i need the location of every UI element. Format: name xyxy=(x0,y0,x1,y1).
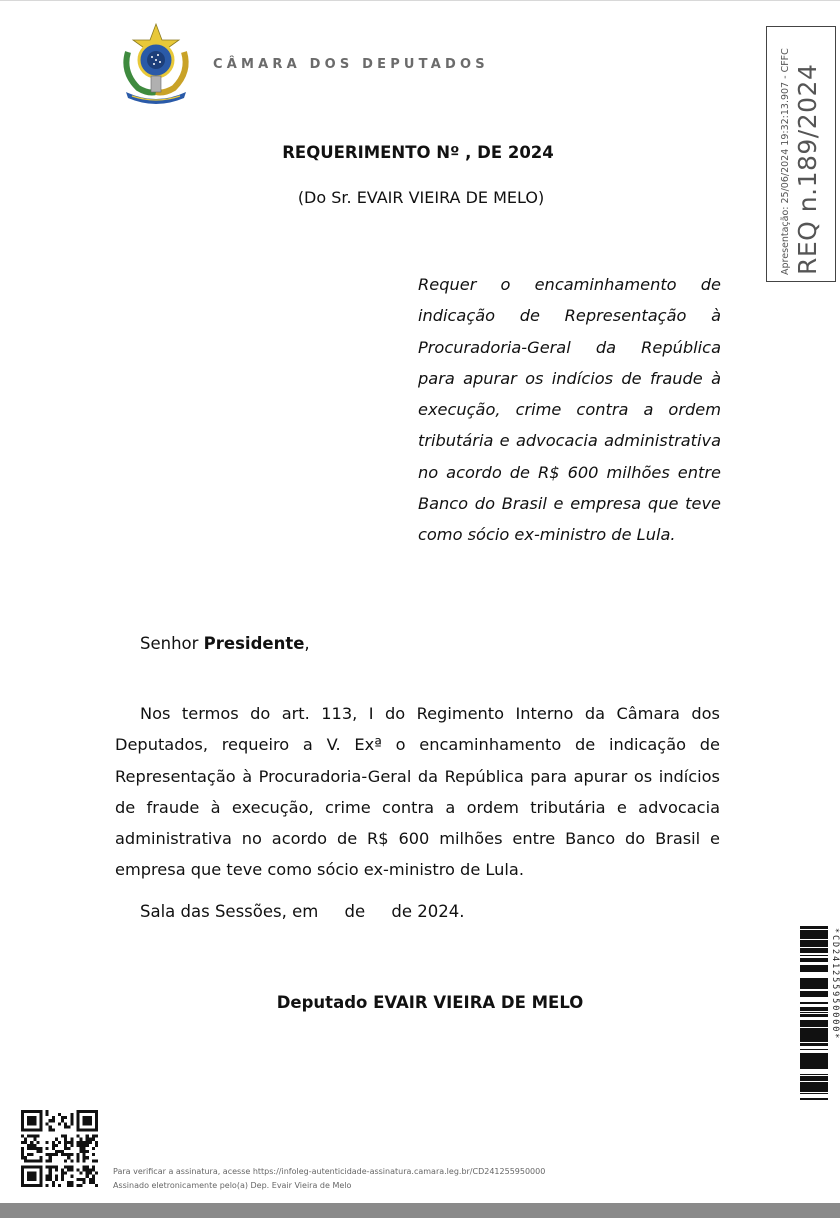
qr-code xyxy=(21,1110,98,1187)
barcode-bar xyxy=(800,1039,828,1042)
qr-module xyxy=(21,1156,24,1159)
barcode-bar xyxy=(800,987,828,989)
qr-module xyxy=(55,1153,58,1156)
qr-module xyxy=(80,1147,83,1150)
signature: Deputado EVAIR VIEIRA DE MELO xyxy=(276,993,584,1012)
qr-module xyxy=(30,1153,33,1156)
qr-module xyxy=(70,1165,73,1168)
qr-module xyxy=(46,1153,49,1156)
qr-module xyxy=(49,1172,52,1175)
qr-module xyxy=(64,1165,67,1168)
qr-module xyxy=(64,1116,67,1119)
barcode-bar xyxy=(800,1023,828,1024)
qr-module xyxy=(70,1138,73,1141)
qr-module xyxy=(21,1150,24,1153)
qr-module xyxy=(92,1178,95,1181)
qr-module xyxy=(92,1138,95,1141)
salutation-bold: Presidente xyxy=(203,634,305,653)
barcode-bar xyxy=(800,936,828,938)
session-line: Sala das Sessões, em de de 2024. xyxy=(140,902,465,921)
qr-module xyxy=(86,1169,89,1172)
qr-module xyxy=(70,1181,73,1184)
barcode-bar xyxy=(800,1090,828,1092)
qr-module xyxy=(86,1165,89,1168)
barcode-bar xyxy=(800,935,828,936)
qr-module xyxy=(92,1159,95,1162)
qr-module xyxy=(83,1159,86,1162)
qr-module xyxy=(24,1138,27,1141)
barcode-bar xyxy=(800,1053,828,1055)
qr-module xyxy=(58,1184,61,1187)
barcode-bar xyxy=(800,1066,828,1068)
qr-module xyxy=(24,1141,27,1144)
barcode-bar xyxy=(800,1079,828,1080)
barcode-bar xyxy=(800,965,828,966)
qr-module xyxy=(52,1165,55,1168)
qr-module xyxy=(80,1141,83,1144)
footer-bar xyxy=(0,1203,840,1218)
qr-finder xyxy=(39,1110,42,1132)
qr-module xyxy=(95,1135,98,1138)
qr-module xyxy=(55,1178,58,1181)
qr-module xyxy=(58,1141,61,1144)
qr-module xyxy=(55,1165,58,1168)
qr-module xyxy=(36,1150,39,1153)
qr-module xyxy=(70,1159,73,1162)
qr-finder xyxy=(21,1165,43,1168)
barcode-bar xyxy=(800,1026,828,1027)
qr-module xyxy=(55,1169,58,1172)
qr-module xyxy=(83,1144,86,1147)
qr-module xyxy=(67,1147,70,1150)
barcode-bar xyxy=(800,1002,828,1003)
qr-module xyxy=(86,1144,89,1147)
qr-module xyxy=(58,1150,61,1153)
qr-module xyxy=(33,1138,36,1141)
document-body: Nos termos do art. 113, I do Regimento Interno da Câmara dos Deputados, requeiro a V. Exª o encaminhamento de indicação de Representação à Procuradoria-Geral da República para apurar os indícios de fraude à execução, crime contra a ordem tributária e advocacia administrativa no acordo de R$ 600 milhões entre Banco do Brasil e empresa que teve como sócio ex-ministro de Lula. xyxy=(115,704,720,880)
qr-module xyxy=(76,1141,79,1144)
qr-module xyxy=(55,1175,58,1178)
qr-module xyxy=(33,1147,36,1150)
qr-module xyxy=(64,1144,67,1147)
qr-finder xyxy=(21,1184,43,1187)
qr-module xyxy=(39,1159,42,1162)
qr-module xyxy=(24,1159,27,1162)
qr-finder xyxy=(76,1110,98,1113)
barcode-bar xyxy=(800,932,828,935)
qr-module xyxy=(55,1150,58,1153)
barcode-bar xyxy=(800,1087,828,1090)
qr-module xyxy=(95,1144,98,1147)
barcode-bar xyxy=(800,1033,828,1036)
barcode-bar xyxy=(800,958,828,960)
qr-module xyxy=(70,1141,73,1144)
qr-finder xyxy=(21,1110,43,1113)
verification-note xyxy=(113,1165,545,1193)
qr-module xyxy=(55,1138,58,1141)
qr-module xyxy=(83,1178,86,1181)
qr-module xyxy=(86,1141,89,1144)
qr-module xyxy=(49,1159,52,1162)
qr-module xyxy=(30,1144,33,1147)
barcode-bar xyxy=(800,1078,828,1079)
barcode-bar xyxy=(800,1032,828,1033)
qr-module xyxy=(92,1165,95,1168)
qr-module xyxy=(76,1159,79,1162)
qr-module xyxy=(67,1125,70,1128)
qr-module xyxy=(46,1147,49,1150)
qr-module xyxy=(67,1141,70,1144)
barcode-bar xyxy=(800,1080,828,1081)
qr-module xyxy=(67,1184,70,1187)
qr-module xyxy=(95,1172,98,1175)
qr-module xyxy=(70,1153,73,1156)
qr-module xyxy=(76,1144,79,1147)
barcode xyxy=(800,926,828,1100)
qr-module xyxy=(27,1147,30,1150)
qr-module xyxy=(76,1178,79,1181)
qr-module xyxy=(49,1165,52,1168)
qr-module xyxy=(61,1153,64,1156)
qr-module xyxy=(80,1178,83,1181)
qr-module xyxy=(86,1175,89,1178)
qr-module xyxy=(67,1165,70,1168)
barcode-bar xyxy=(800,1049,828,1050)
qr-module xyxy=(70,1175,73,1178)
barcode-bar xyxy=(800,1093,828,1094)
qr-module xyxy=(52,1119,55,1122)
qr-module xyxy=(39,1147,42,1150)
qr-module xyxy=(46,1141,49,1144)
qr-module xyxy=(70,1169,73,1172)
barcode-bar xyxy=(800,996,828,997)
document-author: (Do Sr. EVAIR VIEIRA DE MELO) xyxy=(297,188,545,207)
qr-module xyxy=(70,1122,73,1125)
stamp-presentation-date: Apresentação: 25/06/2024 19:32:13.907 - CFFC xyxy=(780,48,791,275)
qr-module xyxy=(83,1150,86,1153)
qr-module xyxy=(89,1169,92,1172)
barcode-bar xyxy=(800,1020,828,1023)
qr-module xyxy=(21,1153,24,1156)
verify-link-line: Para verificar a assinatura, acesse https://infoleg-autenticidade-assinatura.camara.leg.br/CD241255950000 xyxy=(113,1167,546,1176)
qr-module xyxy=(39,1156,42,1159)
qr-module xyxy=(86,1150,89,1153)
qr-finder xyxy=(27,1172,36,1181)
barcode-bar xyxy=(800,1058,828,1059)
qr-module xyxy=(52,1141,55,1144)
qr-module xyxy=(76,1184,79,1187)
qr-module xyxy=(92,1147,95,1150)
barcode-bar xyxy=(800,1059,828,1062)
qr-module xyxy=(27,1144,30,1147)
barcode-bar xyxy=(800,944,828,947)
barcode-bar xyxy=(800,993,828,996)
qr-module xyxy=(67,1181,70,1184)
qr-module xyxy=(33,1144,36,1147)
qr-module xyxy=(46,1110,49,1113)
barcode-bar xyxy=(800,982,828,985)
qr-finder xyxy=(95,1110,98,1132)
qr-module xyxy=(86,1138,89,1141)
qr-module xyxy=(49,1128,52,1131)
barcode-bar xyxy=(800,978,828,980)
qr-module xyxy=(36,1159,39,1162)
qr-module xyxy=(27,1135,30,1138)
qr-module xyxy=(70,1116,73,1119)
qr-module xyxy=(46,1122,49,1125)
qr-module xyxy=(30,1147,33,1150)
barcode-bar xyxy=(800,942,828,944)
salutation xyxy=(140,634,310,653)
qr-module xyxy=(67,1156,70,1159)
qr-module xyxy=(52,1181,55,1184)
qr-module xyxy=(61,1135,64,1138)
qr-module xyxy=(95,1184,98,1187)
qr-finder xyxy=(39,1165,42,1187)
qr-module xyxy=(80,1184,83,1187)
qr-module xyxy=(36,1141,39,1144)
qr-finder xyxy=(76,1110,79,1132)
qr-finder xyxy=(21,1110,24,1132)
qr-module xyxy=(61,1172,64,1175)
barcode-bar xyxy=(800,928,828,929)
qr-module xyxy=(89,1178,92,1181)
barcode-bar xyxy=(800,960,828,961)
barcode-bar xyxy=(800,1083,828,1085)
qr-module xyxy=(83,1165,86,1168)
qr-module xyxy=(33,1159,36,1162)
qr-module xyxy=(67,1153,70,1156)
qr-module xyxy=(49,1153,52,1156)
barcode-bar xyxy=(800,1029,828,1032)
qr-finder xyxy=(76,1128,98,1131)
qr-module xyxy=(21,1147,24,1150)
qr-module xyxy=(61,1169,64,1172)
qr-module xyxy=(95,1159,98,1162)
qr-module xyxy=(30,1141,33,1144)
barcode-bar xyxy=(800,966,828,967)
qr-module xyxy=(49,1119,52,1122)
qr-module xyxy=(52,1144,55,1147)
barcode-bar xyxy=(800,1074,828,1075)
barcode-bar xyxy=(800,991,828,993)
barcode-bar xyxy=(800,1010,828,1011)
qr-module xyxy=(89,1138,92,1141)
qr-module xyxy=(64,1147,67,1150)
qr-module xyxy=(83,1147,86,1150)
barcode-bar xyxy=(800,961,828,962)
qr-module xyxy=(61,1116,64,1119)
qr-module xyxy=(55,1144,58,1147)
barcode-bar xyxy=(800,927,828,928)
qr-module xyxy=(92,1175,95,1178)
barcode-bar xyxy=(800,926,828,927)
qr-module xyxy=(52,1128,55,1131)
qr-module xyxy=(86,1156,89,1159)
barcode-bar xyxy=(800,1085,828,1086)
qr-module xyxy=(61,1175,64,1178)
barcode-bar xyxy=(800,1076,828,1078)
qr-module xyxy=(61,1119,64,1122)
barcode-bar xyxy=(800,985,828,987)
qr-module xyxy=(52,1147,55,1150)
barcode-bar xyxy=(800,1062,828,1064)
qr-module xyxy=(33,1135,36,1138)
barcode-bar xyxy=(800,1064,828,1066)
qr-module xyxy=(30,1159,33,1162)
document-title: REQUERIMENTO Nº , DE 2024 xyxy=(282,143,554,162)
qr-module xyxy=(80,1172,83,1175)
stamp-request-number: REQ n.189/2024 xyxy=(793,63,822,275)
barcode-bar xyxy=(800,970,828,972)
qr-module xyxy=(52,1153,55,1156)
qr-module xyxy=(89,1141,92,1144)
qr-module xyxy=(64,1125,67,1128)
qr-module xyxy=(27,1153,30,1156)
qr-module xyxy=(70,1113,73,1116)
qr-module xyxy=(70,1119,73,1122)
qr-finder xyxy=(27,1116,36,1125)
barcode-bar xyxy=(800,1007,828,1008)
qr-finder xyxy=(21,1165,24,1187)
barcode-bar xyxy=(800,1036,828,1039)
barcode-bar xyxy=(800,1015,828,1016)
qr-module xyxy=(76,1156,79,1159)
qr-module xyxy=(49,1156,52,1159)
barcode-bar xyxy=(800,1055,828,1058)
barcode-bar xyxy=(800,930,828,932)
barcode-bar xyxy=(800,951,828,953)
qr-module xyxy=(64,1159,67,1162)
qr-module xyxy=(64,1138,67,1141)
salutation-suffix: , xyxy=(304,634,310,653)
qr-module xyxy=(52,1116,55,1119)
qr-module xyxy=(46,1165,49,1168)
qr-module xyxy=(83,1156,86,1159)
qr-module xyxy=(92,1153,95,1156)
brazil-coat-of-arms-icon xyxy=(118,22,194,106)
barcode-bar xyxy=(800,955,828,956)
qr-module xyxy=(92,1169,95,1172)
barcode-bar xyxy=(800,1008,828,1009)
qr-module xyxy=(58,1113,61,1116)
qr-module xyxy=(80,1144,83,1147)
barcode-bar xyxy=(800,969,828,970)
qr-module xyxy=(46,1159,49,1162)
signed-by-line: Assinado eletronicamente pelo(a) Dep. Evair Vieira de Melo xyxy=(113,1181,352,1190)
qr-module xyxy=(21,1135,24,1138)
qr-module xyxy=(49,1169,52,1172)
barcode-bar xyxy=(800,1043,828,1046)
qr-finder xyxy=(21,1128,43,1131)
qr-module xyxy=(64,1153,67,1156)
qr-module xyxy=(49,1175,52,1178)
qr-module xyxy=(80,1138,83,1141)
barcode-text: *CD241255950000* xyxy=(830,928,840,1041)
barcode-bar xyxy=(800,980,828,981)
qr-module xyxy=(89,1172,92,1175)
qr-module xyxy=(64,1122,67,1125)
qr-module xyxy=(76,1169,79,1172)
barcode-bar xyxy=(800,1024,828,1026)
qr-module xyxy=(64,1172,67,1175)
qr-module xyxy=(80,1150,83,1153)
salutation-prefix: Senhor xyxy=(140,634,204,653)
qr-module xyxy=(21,1141,24,1144)
document-ementa: Requer o encaminhamento de indicação de Representação à Procuradoria-Geral da República para apurar os indícios de fraude à execução, crime contra a ordem tributária e advocacia administrativa no acordo de R$ 600 milhões entre Banco do Brasil e empresa que teve como sócio ex-ministro de Lula. xyxy=(418,275,721,545)
barcode-bar xyxy=(800,1082,828,1083)
barcode-bar xyxy=(800,1098,828,1100)
qr-module xyxy=(30,1135,33,1138)
qr-module xyxy=(70,1144,73,1147)
qr-module xyxy=(46,1175,49,1178)
qr-module xyxy=(86,1172,89,1175)
barcode-bar xyxy=(800,938,828,939)
qr-module xyxy=(49,1125,52,1128)
qr-module xyxy=(36,1135,39,1138)
qr-module xyxy=(61,1150,64,1153)
barcode-bar xyxy=(800,940,828,942)
qr-module xyxy=(92,1135,95,1138)
qr-module xyxy=(46,1113,49,1116)
qr-module xyxy=(36,1147,39,1150)
barcode-bar xyxy=(800,1016,828,1017)
qr-module xyxy=(83,1169,86,1172)
barcode-bar xyxy=(800,1014,828,1015)
chamber-name: CÂMARA DOS DEPUTADOS xyxy=(213,57,489,72)
qr-module xyxy=(76,1135,79,1138)
qr-module xyxy=(92,1181,95,1184)
qr-module xyxy=(46,1178,49,1181)
qr-module xyxy=(64,1141,67,1144)
barcode-bar xyxy=(800,981,828,982)
qr-module xyxy=(83,1141,86,1144)
qr-module xyxy=(89,1181,92,1184)
barcode-bar xyxy=(800,1012,828,1013)
barcode-bar xyxy=(800,1009,828,1010)
qr-module xyxy=(46,1184,49,1187)
qr-module xyxy=(67,1169,70,1172)
barcode-bar xyxy=(800,949,828,951)
barcode-bar xyxy=(800,1028,828,1029)
qr-module xyxy=(64,1135,67,1138)
barcode-bar xyxy=(800,1086,828,1087)
barcode-bar xyxy=(800,948,828,949)
qr-finder xyxy=(83,1116,92,1125)
qr-module xyxy=(24,1156,27,1159)
qr-module xyxy=(39,1150,42,1153)
qr-module xyxy=(61,1178,64,1181)
qr-module xyxy=(49,1178,52,1181)
barcode-bar xyxy=(800,967,828,969)
qr-module xyxy=(27,1159,30,1162)
qr-module xyxy=(52,1184,55,1187)
top-rule xyxy=(0,0,840,1)
qr-module xyxy=(83,1153,86,1156)
qr-module xyxy=(76,1153,79,1156)
qr-module xyxy=(83,1181,86,1184)
qr-module xyxy=(70,1184,73,1187)
barcode-bar xyxy=(800,1068,828,1069)
qr-module xyxy=(86,1135,89,1138)
qr-module xyxy=(95,1141,98,1144)
barcode-bar xyxy=(800,1003,828,1004)
qr-module xyxy=(58,1122,61,1125)
